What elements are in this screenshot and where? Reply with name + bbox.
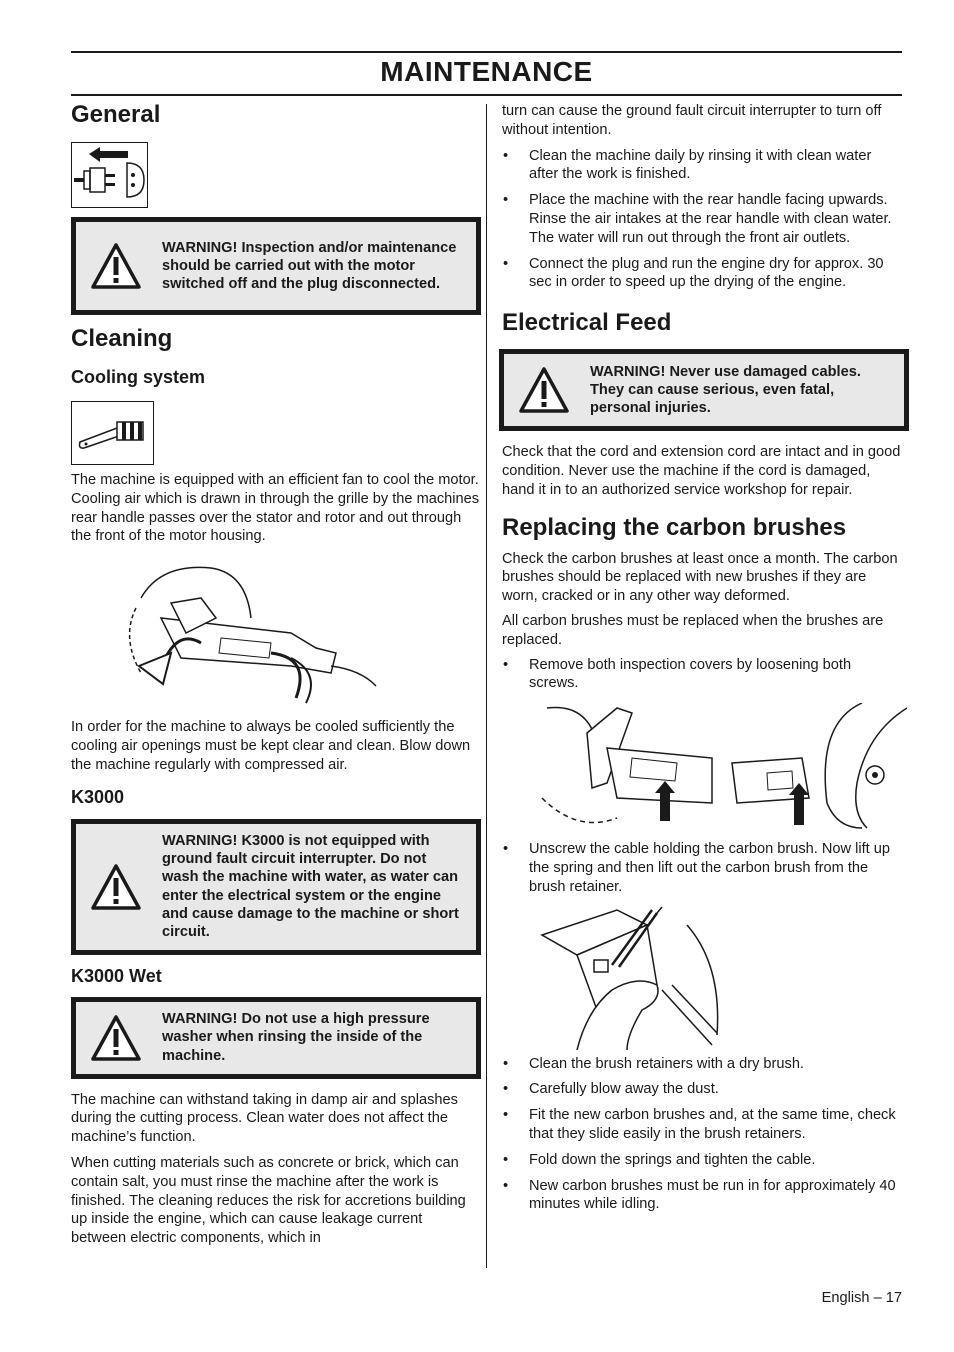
column-divider (486, 104, 487, 1268)
carbon-brush-removal-illustration (537, 905, 737, 1050)
general-heading: General (71, 101, 161, 128)
electrical-feed-heading: Electrical Feed (502, 309, 672, 337)
unplug-icon (71, 142, 148, 208)
cooling-system-heading: Cooling system (71, 367, 206, 387)
list-item: • Place the machine with the rear handle facing upwards. Rinse the air intakes at the rear handle with clean water. The water will run out through the front air outlets. (503, 192, 892, 246)
cleaning-heading: Cleaning (71, 325, 173, 352)
warning-triangle-icon (504, 367, 584, 413)
right-column (502, 102, 902, 1214)
header-rule-bottom (71, 94, 902, 96)
warning-box-general (71, 217, 481, 315)
list-item: • Connect the plug and run the engine dry for approx. 30 sec in order to speed up the drying of the engine. (503, 255, 884, 291)
warning-box-k3000-wet (71, 997, 481, 1079)
wet-paragraph-1: The machine can withstand taking in damp air and splashes during the cutting process. Clean water does not affect the machine’s function. (71, 1091, 458, 1146)
continued-paragraph: turn can cause the ground fault circuit interrupter to turn off without intention. (502, 103, 882, 138)
warning-box-k3000 (71, 819, 481, 955)
electrical-paragraph: Check that the cord and extension cord are intact and in good condition. Never use the machine if the cord is damaged, hand it in to an authorized service workshop for repair. (502, 444, 901, 498)
list-item: • Unscrew the cable holding the carbon brush. Now lift up the spring and then lift out the carbon brush from the brush retainer. (503, 841, 890, 895)
k3000-wet-heading: K3000 Wet (71, 965, 162, 986)
carbon-brushes-heading: Replacing the carbon brushes (502, 513, 847, 541)
k3000-heading: K3000 (71, 786, 125, 807)
cooling-illustration (101, 558, 381, 708)
left-column (71, 100, 481, 1248)
list-item: • Carefully blow away the dust. (503, 1081, 719, 1098)
header-rule-top (71, 51, 902, 53)
warning-box-electrical (499, 349, 909, 431)
cooling-paragraph-2: In order for the machine to always be cooled sufficiently the cooling air openings must be kept clear and clean. Blow down the machine regularly with compressed air. (71, 719, 471, 773)
wet-paragraph-2: When cutting materials such as concrete or brick, which can contain salt, you must rinse the machine after the work is finished. The cleaning reduces the risk for accretions building up inside the engine, which can cause leakage current between electric components, which in (71, 1154, 466, 1247)
inspection-cover-illustration (537, 703, 907, 831)
list-item: • Fold down the springs and tighten the cable. (503, 1151, 816, 1168)
list-item: • New carbon brushes must be run in for approximately 40 minutes while idling. (503, 1177, 896, 1213)
list-item: • Clean the brush retainers with a dry brush. (503, 1055, 804, 1072)
warning-text-general: WARNING! Inspection and/or maintenance should be carried out with the motor switched off and the plug disconnected. (162, 239, 457, 293)
brushes-paragraph-2: All carbon brushes must be replaced when the brushes are replaced. (502, 612, 884, 648)
cleaning-bullet-list (502, 147, 902, 293)
warning-text-electrical: WARNING! Never use damaged cables. They can cause serious, even fatal, personal injuries. (590, 363, 861, 417)
list-item: • Remove both inspection covers by loosening both screws. (503, 656, 852, 692)
brush-icon (71, 401, 154, 465)
list-item: • Fit the new carbon brushes and, at the same time, check that they slide easily in the brush retainers. (503, 1107, 896, 1142)
list-item: • Clean the machine daily by rinsing it with clean water after the work is finished. (503, 147, 872, 183)
page-number: English – 17 (821, 1290, 902, 1306)
warning-triangle-icon (76, 1015, 156, 1061)
warning-triangle-icon (76, 243, 156, 289)
brushes-bullet-list-2 (502, 840, 902, 896)
warning-text-k3000: WARNING! K3000 is not equipped with ground fault circuit interrupter. Do not wash the machine with water, as water can enter the electrical system or the engine and cause damage to the machine or short circuit. (162, 832, 459, 941)
final-bullet-list (502, 1055, 902, 1215)
brushes-paragraph-1: Check the carbon brushes at least once a month. The carbon brushes should be replaced with new brushes if they are worn, cracked or in any other way deformed. (502, 550, 898, 605)
warning-triangle-icon (76, 864, 156, 910)
cooling-paragraph-1: The machine is equipped with an efficient fan to cool the motor. Cooling air which is drawn in through the grille by the machines rear handle passes over the stator and rotor and out through the front of the motor housing. (71, 472, 480, 545)
brushes-bullet-list-1 (502, 656, 902, 694)
page-title: MAINTENANCE (380, 56, 593, 87)
warning-text-k3000-wet: WARNING! Do not use a high pressure washer when rinsing the inside of the machine. (162, 1011, 430, 1064)
